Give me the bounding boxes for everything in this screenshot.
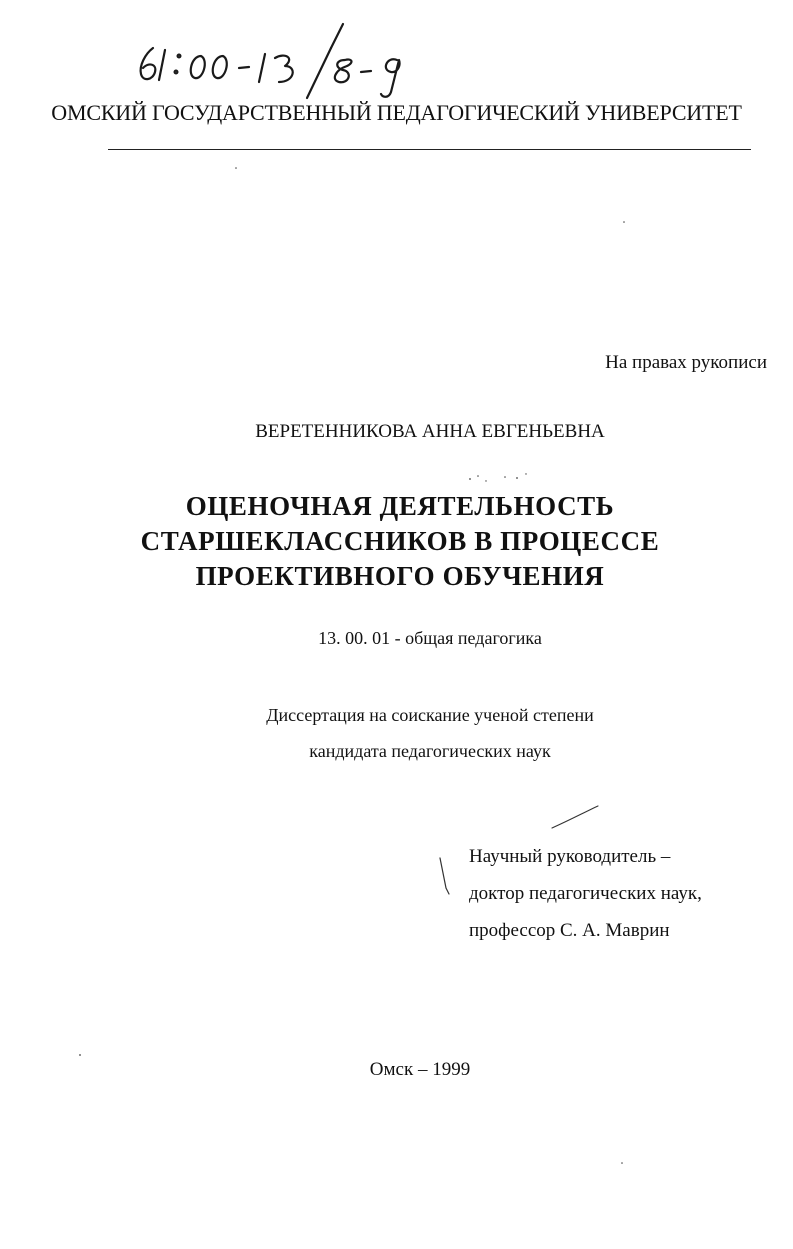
speck [477, 475, 479, 477]
pen-stroke-vertical [440, 858, 449, 894]
degree-line-1: Диссертация на соискание ученой степени [266, 705, 594, 725]
pen-stroke-diagonal [552, 806, 598, 828]
speck [623, 221, 625, 223]
supervisor-line-3: профессор С. А. Маврин [469, 920, 670, 941]
author-name: ВЕРЕТЕННИКОВА АННА ЕВГЕНЬЕВНА [255, 421, 605, 442]
speck [235, 167, 237, 169]
supervisor-block [469, 838, 702, 949]
title-line-1: ОЦЕНОЧНАЯ ДЕЯТЕЛЬНОСТЬ [185, 491, 615, 521]
degree-line-2: кандидата педагогических наук [309, 741, 551, 761]
speck [469, 478, 471, 480]
speck [621, 1162, 623, 1164]
specialty-code: 13. 00. 01 - общая педагогика [318, 628, 542, 648]
speck [485, 480, 486, 481]
handwritten-shelf-mark-drawing [135, 20, 455, 100]
supervisor-line-1: Научный руководитель – [469, 846, 671, 867]
rights-note: На правах рукописи [605, 352, 767, 373]
header-divider [108, 149, 751, 150]
speck [504, 476, 506, 478]
degree-statement [0, 697, 793, 769]
title-line-2: СТАРШЕКЛАССНИКОВ В ПРОЦЕССЕ [140, 526, 660, 556]
supervisor-line-2: доктор педагогических наук, [469, 883, 702, 904]
handwritten-shelf-mark [135, 20, 455, 100]
dissertation-title [0, 489, 793, 594]
city-year: Омск – 1999 [369, 1059, 471, 1080]
title-line-3: ПРОЕКТИВНОГО ОБУЧЕНИЯ [195, 561, 605, 591]
university-name: ОМСКИЙ ГОСУДАРСТВЕННЫЙ ПЕДАГОГИЧЕСКИЙ УНИВЕРСИТЕТ [51, 100, 742, 125]
speck [79, 1054, 81, 1056]
speck [525, 473, 526, 474]
speck [516, 477, 518, 479]
